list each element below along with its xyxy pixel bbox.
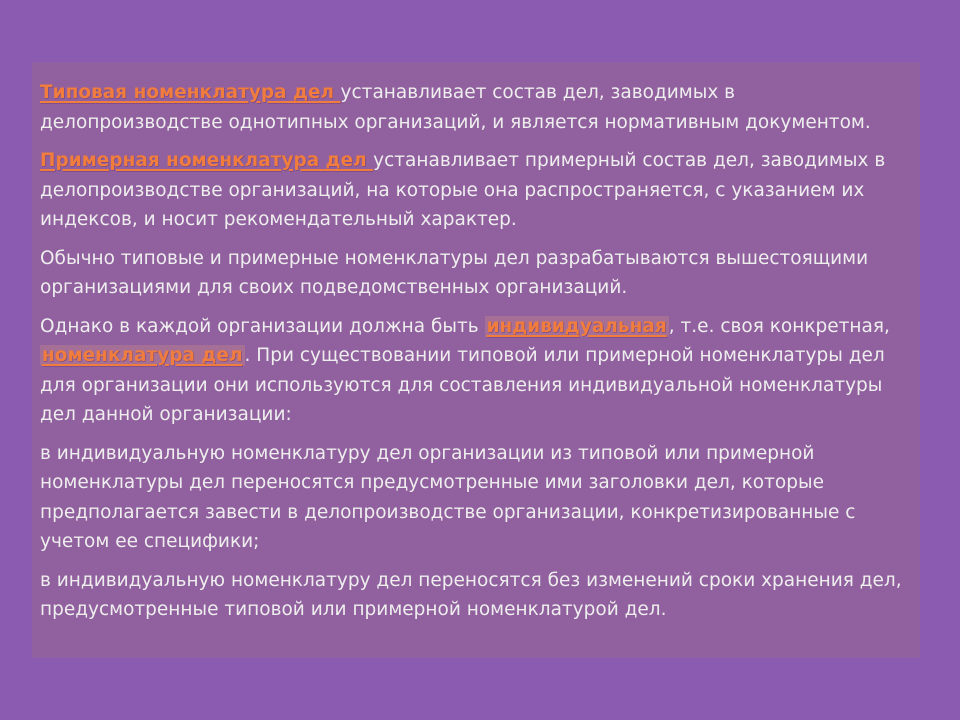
paragraph-text-mid: , т.е. своя конкретная, bbox=[668, 315, 890, 337]
paragraph-transfer-headings bbox=[40, 439, 910, 557]
paragraph-transfer-terms bbox=[40, 566, 910, 625]
term-sample-nomenclature: Примерная номенклатура дел bbox=[40, 150, 374, 171]
paragraph-individual-nomenclature bbox=[40, 312, 910, 430]
paragraph-development bbox=[40, 244, 910, 303]
paragraph-text: в индивидуальную номенклатуру дел организации из типовой или примерной номенклатуры дел переносятся предусмотренные ими заголовки дел, которые предполагается завести в делопроизводстве организации, конкретизированные с учетом ее специфики; bbox=[40, 442, 856, 552]
term-typical-nomenclature: Типовая номенклатура дел bbox=[40, 82, 341, 103]
paragraph-text-after: . При существовании типовой или примерной номенклатуры дел для организации они используются для составления индивидуальной номенклатуры дел данной организации: bbox=[40, 345, 885, 425]
paragraph-text: в индивидуальную номенклатуру дел переносятся без изменений сроки хранения дел, предусмотренные типовой или примерной номенклатурой дел. bbox=[40, 569, 902, 620]
paragraph-text: устанавливает примерный состав дел, заводимых в делопроизводстве организаций, на которые она распространяется, с указанием их индексов, и носит рекомендательный характер. bbox=[40, 150, 886, 230]
term-individual: индивидуальная bbox=[486, 315, 667, 337]
slide-text bbox=[40, 78, 910, 634]
paragraph-text-before: Однако в каждой организации должна быть bbox=[40, 315, 485, 337]
term-nomenclature: номенклатура дел bbox=[42, 345, 243, 366]
paragraph-sample-nomenclature bbox=[40, 146, 910, 235]
paragraph-text: устанавливает состав дел, заводимых в делопроизводстве однотипных организаций, и является нормативным документом. bbox=[40, 82, 871, 133]
paragraph-typical-nomenclature bbox=[40, 78, 910, 137]
paragraph-text: Обычно типовые и примерные номенклатуры дел разрабатываются вышестоящими организациями для своих подведомственных организаций. bbox=[40, 247, 869, 298]
